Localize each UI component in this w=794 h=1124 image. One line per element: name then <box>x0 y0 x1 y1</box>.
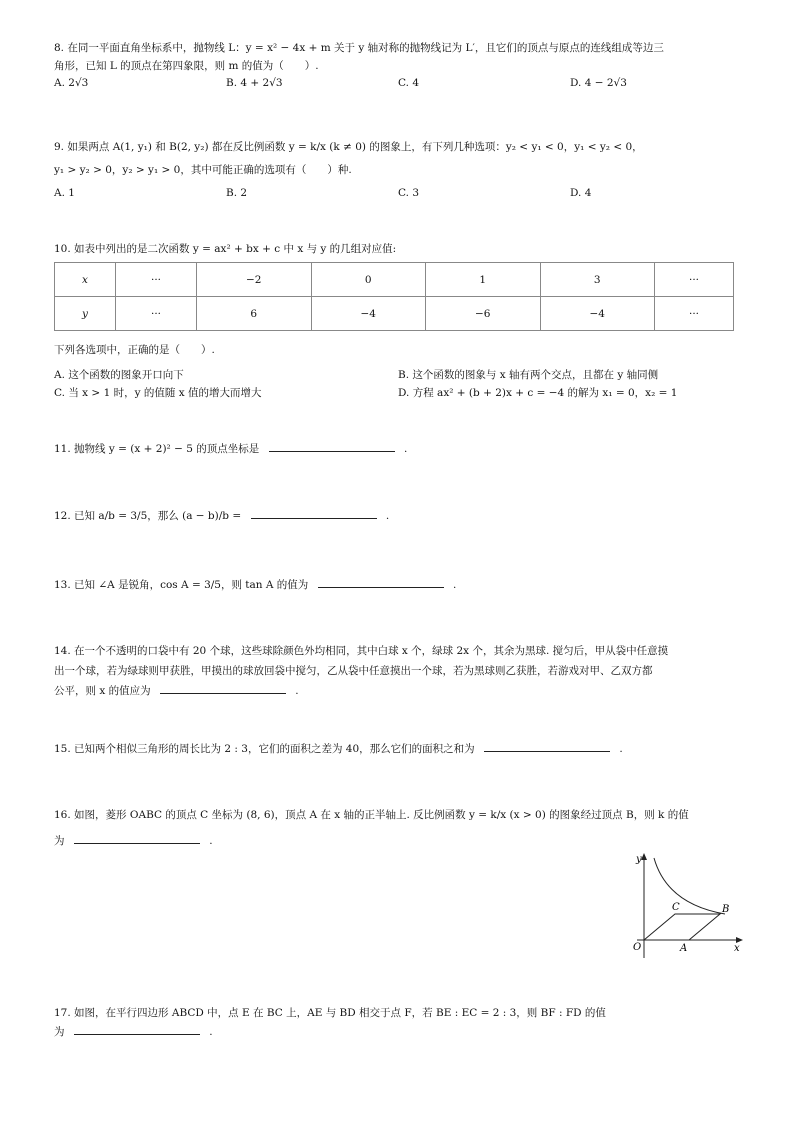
q13-text <box>54 577 456 592</box>
label-y: y <box>636 854 642 865</box>
table-cell: 6 <box>197 297 312 331</box>
table-cell: ··· <box>116 297 197 331</box>
q16-prompt: 为 <box>54 835 65 847</box>
q10-option-b: B. 这个函数的图象与 x 轴有两个交点，且都在 y 轴同侧 <box>398 369 659 381</box>
q8-option-d: D. 4 − 2√3 <box>570 77 627 89</box>
q9-option-c: C. 3 <box>398 187 420 199</box>
table-cell: ··· <box>116 263 197 297</box>
q9-option-a: A. 1 <box>54 187 75 199</box>
table-cell: ··· <box>655 263 734 297</box>
label-b: B <box>722 904 730 915</box>
q16-answer-blank[interactable] <box>74 833 200 844</box>
q11-prompt: 11. 抛物线 y = (x + 2)² − 5 的顶点坐标是 <box>54 443 260 455</box>
q15-prompt: 15. 已知两个相似三角形的周长比为 2 : 3，它们的面积之差为 40，那么它们的面积之和为 <box>54 743 475 755</box>
hyperbola-curve <box>654 858 725 914</box>
q17-line2 <box>54 1024 213 1039</box>
q15-text <box>54 741 623 756</box>
table-cell: ··· <box>655 297 734 331</box>
q13-answer-blank[interactable] <box>318 577 444 588</box>
q16-period: . <box>209 835 213 847</box>
q9-line1: 9. 如果两点 A(1, y₁) 和 B(2, y₂) 都在反比例函数 y = k/x (k ≠ 0) 的图象上，有下列几种选项：y₂ < y₁ < 0，y₁ < y₂ < 0， <box>54 141 643 153</box>
table-cell: 0 <box>311 263 426 297</box>
q14-line1: 14. 在一个不透明的口袋中有 20 个球，这些球除颜色外均相同，其中白球 x 个，绿球 2x 个，其余为黑球. 搅匀后，甲从袋中任意摸 <box>54 645 669 657</box>
q10-intro: 10. 如表中列出的是二次函数 y = ax² + bx + c 中 x 与 y 的几组对应值: <box>54 243 397 255</box>
y-axis-arrow-icon <box>641 853 647 860</box>
q10-option-c: C. 当 x > 1 时，y 的值随 x 值的增大而增大 <box>54 387 262 399</box>
q17-prompt: 为 <box>54 1026 65 1038</box>
q16-line1: 16. 如图，菱形 OABC 的顶点 C 坐标为 (8, 6)，顶点 A 在 x 轴的正半轴上. 反比例函数 y = k/x (x > 0) 的图象经过顶点 B，则 k 的值 <box>54 809 689 821</box>
q8-line2: 角形，已知 L 的顶点在第四象限，则 m 的值为（ ）. <box>54 60 319 72</box>
q15-answer-blank[interactable] <box>484 741 610 752</box>
q9-option-b: B. 2 <box>226 187 248 199</box>
q10-question: 下列各选项中，正确的是（ ）. <box>54 344 215 356</box>
q10-option-d: D. 方程 ax² + (b + 2)x + c = −4 的解为 x₁ = 0，x₂ = 1 <box>398 387 678 399</box>
table-row <box>55 263 734 297</box>
table-cell: −2 <box>197 263 312 297</box>
table-cell: 1 <box>426 263 541 297</box>
q17-answer-blank[interactable] <box>74 1024 200 1035</box>
q10-value-table <box>54 262 734 331</box>
q14-line3 <box>54 683 299 698</box>
q8-line1: 8. 在同一平面直角坐标系中，抛物线 L：y = x² − 4x + m 关于 y 轴对称的抛物线记为 L′，且它们的顶点与原点的连线组成等边三 <box>54 42 664 54</box>
table-cell: −4 <box>311 297 426 331</box>
q15-period: . <box>619 743 623 755</box>
table-cell: y <box>55 297 116 331</box>
q9-line2: y₁ > y₂ > 0，y₂ > y₁ > 0，其中可能正确的选项有（ ）种. <box>54 164 352 176</box>
q14-prompt: 公平，则 x 的值应为 <box>54 685 151 697</box>
label-c: C <box>672 902 680 913</box>
q14-answer-blank[interactable] <box>160 683 286 694</box>
q12-answer-blank[interactable] <box>251 508 377 519</box>
q11-text <box>54 441 407 456</box>
q14-line2: 出一个球，若为绿球则甲获胜，甲摸出的球放回袋中搅匀，乙从袋中任意摸出一个球，若为黑球则乙获胜，若游戏对甲、乙双方都 <box>54 665 653 677</box>
q11-answer-blank[interactable] <box>269 441 395 452</box>
q13-prompt: 13. 已知 ∠A 是锐角，cos A = 3/5，则 tan A 的值为 <box>54 579 309 591</box>
q16-rhombus-figure <box>627 852 747 962</box>
q16-line2 <box>54 833 213 848</box>
label-a: A <box>680 943 688 954</box>
q8-option-b: B. 4 + 2√3 <box>226 77 283 89</box>
rhombus-oabc <box>644 914 720 940</box>
label-o: O <box>633 942 642 953</box>
q12-prompt: 12. 已知 a/b = 3/5，那么 (a − b)/b = <box>54 510 242 522</box>
q13-period: . <box>453 579 457 591</box>
table-row <box>55 297 734 331</box>
q17-period: . <box>209 1026 213 1038</box>
q10-option-a: A. 这个函数的图象开口向下 <box>54 369 184 381</box>
q11-period: . <box>403 443 408 455</box>
q17-line1: 17. 如图，在平行四边形 ABCD 中，点 E 在 BC 上，AE 与 BD 相交于点 F，若 BE : EC = 2 : 3，则 BF : FD 的值 <box>54 1007 606 1019</box>
q8-option-a: A. 2√3 <box>54 77 89 89</box>
q12-period: . <box>385 510 390 522</box>
q12-text <box>54 508 389 523</box>
table-cell: 3 <box>540 263 655 297</box>
table-cell: −6 <box>426 297 541 331</box>
q9-option-d: D. 4 <box>570 187 592 199</box>
q14-period: . <box>295 685 299 697</box>
label-x: x <box>734 943 740 954</box>
table-cell: −4 <box>540 297 655 331</box>
q8-option-c: C. 4 <box>398 77 420 89</box>
table-cell: x <box>55 263 116 297</box>
